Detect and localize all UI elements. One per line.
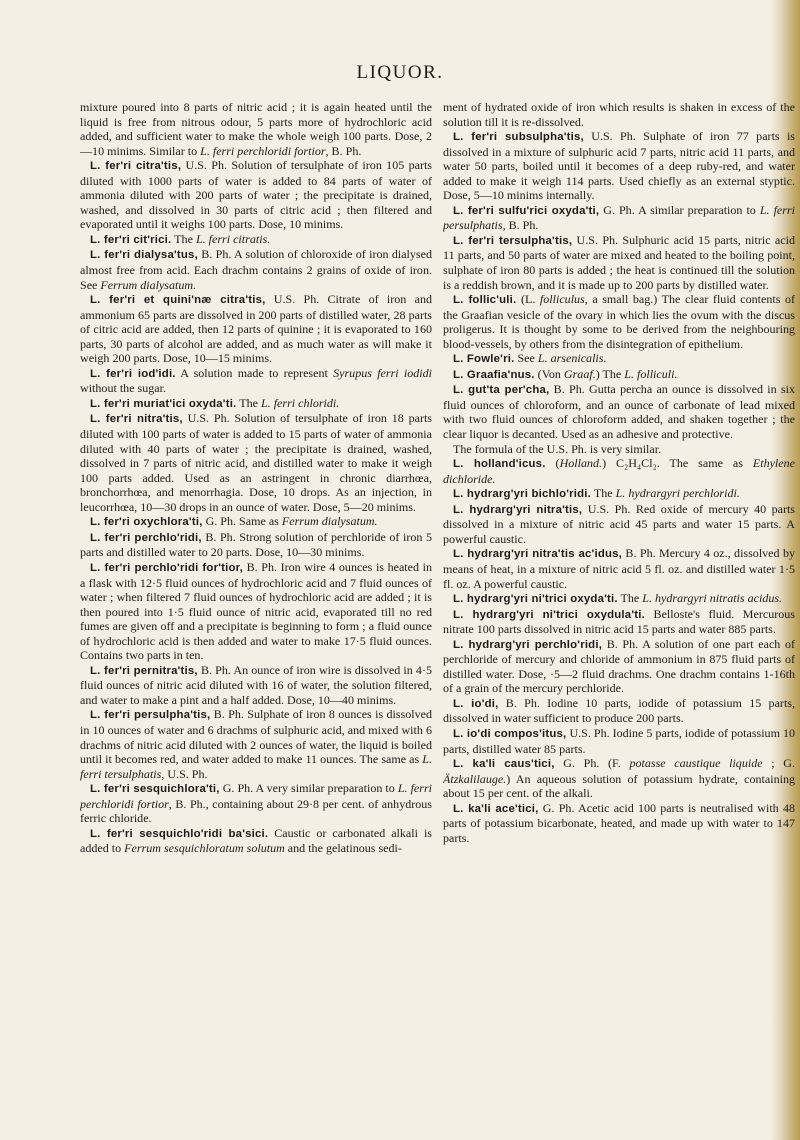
entry-headword: L. ka'li ace'tici,	[453, 802, 539, 815]
italic-reference: Ethylene dichloride.	[443, 456, 795, 486]
dictionary-entry	[443, 756, 795, 801]
dictionary-entry	[443, 367, 795, 383]
dictionary-entry	[443, 292, 795, 351]
entry-text: B. Ph. A solution of chloroxide of iron dialysed almost free from acid. Each drachm contains 2 grains of oxide of iron. See	[80, 247, 432, 292]
entry-headword: L. hydrarg'yri bichlo'ridi.	[453, 488, 592, 501]
entry-headword: L. fer'ri tersulpha'tis,	[453, 234, 573, 247]
paragraph	[80, 100, 432, 158]
dictionary-entry	[443, 203, 795, 233]
paragraph	[443, 442, 795, 457]
entry-headword: L. fer'ri cit'rici.	[90, 233, 172, 246]
entry-text: The	[171, 231, 196, 246]
entry-headword: L. fer'ri persulpha'tis,	[90, 709, 211, 722]
entry-text: B. Ph. Strong solution of perchloride of iron 5 parts and distilled water to 20 parts. Dose, 10—30 minims.	[80, 529, 432, 560]
dictionary-entry	[80, 396, 432, 412]
entry-text: G. Ph. A very similar preparation to	[219, 781, 398, 796]
entry-text: G. Ph. A similar preparation to	[599, 202, 760, 217]
entry-text: , B. Ph.	[502, 218, 539, 233]
entry-headword: L. io'di compos'itus,	[453, 727, 567, 740]
entry-text: Caustic or carbonated alkali is added to	[80, 825, 432, 856]
entry-text: B. Ph. Iodine 10 parts, iodide of potassium 15 parts, dissolved in water sufficient to produce 200 parts.	[443, 695, 795, 726]
entry-text: ) The	[595, 366, 625, 381]
dictionary-entry	[443, 233, 795, 292]
entry-headword: L. fer'ri citra'tis,	[90, 160, 182, 173]
italic-reference: L. ferri perchloridi fortior	[80, 781, 432, 811]
entry-headword: L. hydrarg'yri ni'trici oxydula'ti.	[453, 608, 645, 621]
entry-text: B. Ph. Mercury 4 oz., dissolved by means of heat, in a mixture of nitric acid 5 fl. oz. and distilled water 1·5 fl. oz. A powerful caustic.	[443, 546, 795, 591]
entry-headword: L. hydrarg'yri nitra'tis,	[453, 503, 583, 516]
entry-text: B. Ph. Sulphate of iron 8 ounces is dissolved in 10 ounces of water and 6 drachms of sulphuric acid, and mixed with 6 drachms of nitric acid diluted with 2 ounces of water, the liquid is boiled until it becomes red, and water added to make 11 ounces. The same as	[80, 707, 432, 767]
entry-headword: L. fer'ri perchlo'ridi for'tior,	[90, 561, 243, 574]
entry-text: without the sugar.	[80, 381, 166, 396]
entry-headword: L. fer'ri muriat'ici oxyda'ti.	[90, 397, 237, 410]
entry-text: The formula of the U.S. Ph. is very similar.	[453, 441, 662, 456]
entry-headword: L. ka'li caus'tici,	[453, 758, 555, 771]
entry-headword: L. fer'ri nitra'tis,	[90, 413, 183, 426]
italic-reference: L. ferri chloridi.	[260, 395, 340, 410]
dictionary-entry	[80, 663, 432, 708]
entry-text: (	[545, 456, 560, 471]
entry-headword: L. Fowle'ri.	[453, 353, 515, 366]
dictionary-entry	[80, 232, 432, 248]
entry-headword: L. hydrarg'yri perchlo'ridi,	[453, 638, 603, 651]
entry-text: , a small bag.) The clear fluid contents of the Graafian vesicle of the ovary in which lies the ovum with the discus proligerus. It is thought by some to be derived from the neighbouring blood-vessels, by others from the disintegration of epithelium.	[443, 292, 795, 351]
entry-text: The	[591, 486, 616, 501]
dictionary-entry	[80, 366, 432, 396]
entry-headword: L. gut'ta per'cha,	[453, 384, 550, 397]
entry-text: and the gelatinous sedi-	[284, 841, 402, 856]
dictionary-entry	[80, 826, 432, 856]
entry-text: ment of hydrated oxide of iron which results is shaken in excess of the solution till it is re-dissolved.	[443, 100, 795, 129]
entry-text: ; G.	[762, 756, 795, 771]
entry-text: B. Ph. Iron wire 4 ounces is heated in a flask with 12·5 fluid ounces of hydrochloric acid and 7 fluid ounces of water ; when filtered 7 fluid ounces of hydrochloric acid are added ; it is then poured into 1·5 fluid ounce of nitric acid, evaporated till no red fumes are given off and a precipitate is beginning to form ; a fluid ounce of hydrochloric acid is then added and water to make 17·5 fluid ounces. Contains two parts in ten.	[80, 559, 432, 663]
entry-text: The	[236, 395, 261, 410]
italic-reference: Ätzkalilauge.	[443, 771, 507, 786]
italic-reference: L. ferri citratis.	[195, 231, 271, 246]
entry-text: ) C₂H₄Cl₂. The same as	[602, 456, 753, 471]
left-column	[80, 100, 432, 1130]
entry-text: Belloste's fluid. Mercurous nitrate 100 parts dissolved in nitric acid 15 parts and water 885 parts.	[443, 606, 795, 637]
entry-text: B. Ph. An ounce of iron wire is dissolved in 4·5 fluid ounces of nitric acid diluted with 16 of water, the solution filtered, and water to make a pint and a half added. Dose, 10—40 minims.	[80, 662, 432, 707]
italic-reference: Ferrum sesquichloratum solutum	[124, 841, 285, 856]
dictionary-entry	[443, 502, 795, 547]
dictionary-entry	[443, 129, 795, 203]
entry-headword: L. fer'ri oxychlora'ti,	[90, 516, 203, 529]
paragraph	[443, 100, 795, 129]
italic-reference: Graaf.	[563, 366, 596, 381]
entry-text: U.S. Ph. Citrate of iron and ammonium 65 parts are dissolved in 200 parts of distilled water, 28 parts of citric acid are added, then 12 parts of quinine ; it is evaporated to 160 parts, 30 parts of alcohol are added, and as much water as will make it weigh 200 parts. Dose, 10—15 minims.	[80, 292, 432, 366]
entry-headword: L. Graafia'nus.	[453, 368, 535, 381]
italic-reference: Ferrum dialysatum.	[281, 514, 378, 529]
entry-headword: L. fer'ri sesquichlora'ti,	[90, 783, 220, 796]
entry-text: , U.S. Ph.	[161, 766, 208, 781]
entry-headword: L. fer'ri pernitra'tis,	[90, 664, 198, 677]
italic-reference: potasse caustique liquide	[629, 756, 763, 771]
italic-reference: L. hydrargyri perchloridi.	[615, 486, 740, 501]
entry-headword: L. fer'ri iod'idi.	[90, 367, 176, 380]
italic-reference: Holland.	[559, 456, 603, 471]
entry-text: U.S. Ph. Solution of tersulphate of iron 105 parts diluted with 1000 parts of water is added to 84 parts of water of ammonia diluted with 200 parts of water ; the precipitate is drained, washed, and dissolved in 30 parts of citric acid ; then filtered and evaporated until it weighs 100 parts. Dose, 10 minims.	[80, 158, 432, 232]
entry-text: ) An aqueous solution of potassium hydrate, containing about 15 per cent. of the alkali.	[443, 771, 795, 801]
dictionary-entry	[443, 382, 795, 441]
entry-headword: L. fer'ri subsulpha'tis,	[453, 131, 584, 144]
entry-text: B. Ph. Gutta percha an ounce is dissolved in six fluid ounces of chloroform, and an ounce of carbonate of lead mixed with two fluid ounces of chloroform added, and shaken together ; the clear liquor is decanted. Used as an adhesive and protective.	[443, 382, 795, 442]
dictionary-entry	[443, 456, 795, 486]
dictionary-entry	[443, 801, 795, 846]
entry-text: The	[617, 591, 643, 606]
dictionary-entry	[80, 247, 432, 292]
entry-headword: L. hydrarg'yri nitra'tis ac'idus,	[453, 548, 623, 561]
entry-text: See	[514, 351, 538, 366]
dictionary-entry	[80, 158, 432, 232]
entry-text: G. Ph. (F.	[554, 756, 630, 771]
entry-headword: L. fer'ri et quini'næ citra'tis,	[90, 294, 266, 307]
entry-headword: L. fer'ri sulfu'rici oxyda'ti,	[453, 204, 600, 217]
entry-headword: L. hydrarg'yri ni'trici oxyda'ti.	[453, 593, 618, 606]
italic-reference: L. ferri tersulphatis	[80, 752, 432, 781]
dictionary-entry	[443, 546, 795, 591]
right-column	[443, 100, 795, 1130]
dictionary-entry	[443, 696, 795, 726]
italic-reference: L. arsenicalis.	[537, 351, 607, 366]
entry-text: B. Ph. A solution of one part each of perchloride of mercury and chloride of ammonium in 875 fluid parts of distilled water. Dose, ·5—2 fluid drachms. One drachm contains 1-16th of a grain of the mercury perchloride.	[443, 636, 795, 696]
dictionary-entry	[80, 411, 432, 514]
dictionary-entry	[80, 530, 432, 560]
dictionary-entry	[443, 591, 795, 607]
italic-reference: L. ferri persulphatis	[443, 202, 795, 233]
entry-text: mixture poured into 8 parts of nitric acid ; it is again heated until the liquid is free from nitrous odour, 5 parts more of hydrochloric acid added, and sufficient water to make the whole weigh 100 parts. Dose, 2—10 minims. Similar to	[80, 100, 432, 158]
italic-reference: L. ferri perchloridi fortior	[200, 143, 326, 158]
dictionary-entry	[443, 637, 795, 696]
entry-text: G. Ph. Same as	[202, 514, 282, 529]
entry-headword: L. follic'uli.	[453, 294, 517, 307]
entry-text: U.S. Ph. Solution of tersulphate of iron 18 parts diluted with 100 parts of water is added to 15 parts of water of ammonia diluted with 40 parts of water ; the precipitate is drained, washed, dissolved in 7 parts of nitric acid, and distilled water to make it weigh 100 parts added. Used as an astringent in chronic diarrhœa, bronchorrhœa, and menorrhagia. Dose, 10 drops. As an injection, in leucorrhœa, 10—30 drops in an ounce of water. Dose, 5—20 minims.	[80, 411, 432, 514]
italic-reference: folliculus	[539, 292, 585, 307]
entry-headword: L. fer'ri dialysa'tus,	[90, 249, 198, 262]
entry-headword: L. fer'ri sesquichlo'ridi ba'sici.	[90, 827, 269, 840]
entry-text: A solution made to represent	[175, 365, 334, 380]
entry-text: U.S. Ph. Sulphate of iron 77 parts is dissolved in a mixture of sulphuric acid 7 parts, nitric acid 11 parts, and water 50 parts, boiled until it becomes of a deep ruby-red, and water added to make it weigh 114 parts. Used chiefly as an external styptic. Dose, 5—10 minims internally.	[443, 129, 795, 203]
italic-reference: Ferrum dialysatum.	[100, 277, 197, 292]
italic-reference: L. hydrargyri nitratis acidus.	[642, 591, 783, 606]
entry-text: U.S. Ph. Iodine 5 parts, iodide of potassium 10 parts, distilled water 85 parts.	[443, 725, 795, 756]
dictionary-entry	[80, 707, 432, 781]
page-header: LIQUOR.	[356, 62, 444, 83]
italic-reference: Syrupus ferri iodidi	[333, 365, 432, 380]
dictionary-entry	[443, 351, 795, 367]
dictionary-entry	[443, 726, 795, 756]
dictionary-entry	[443, 607, 795, 637]
dictionary-entry	[80, 781, 432, 826]
entry-text: (Von	[534, 366, 564, 381]
entry-headword: L. holland'icus.	[453, 458, 546, 471]
entry-text: G. Ph. Acetic acid 100 parts is neutralised with 48 parts of potassium bicarbonate, heated, and made up with water to 147 parts.	[443, 800, 795, 845]
entry-text: U.S. Ph. Red oxide of mercury 40 parts dissolved in a mixture of nitric acid 45 parts and water 15 parts. A powerful caustic.	[443, 501, 795, 546]
dictionary-entry	[443, 486, 795, 502]
entry-text: U.S. Ph. Sulphuric acid 15 parts, nitric acid 11 parts, and 50 parts of water are mixed and heated to the boiling point, sulphate of iron 80 parts is added ; the heat is continued till the solution is a reddish brown, and it is made up to 200 parts by distilled water.	[443, 232, 795, 292]
dictionary-entry	[80, 292, 432, 366]
entry-headword: L. io'di,	[453, 697, 499, 710]
entry-text: (L.	[516, 292, 540, 307]
entry-text: , B. Ph.	[325, 143, 362, 158]
italic-reference: L. folliculi.	[624, 366, 678, 381]
dictionary-entry	[80, 560, 432, 663]
entry-headword: L. fer'ri perchlo'ridi,	[90, 531, 202, 544]
dictionary-entry	[80, 514, 432, 530]
entry-text: , B. Ph., containing about 29·8 per cent. of anhydrous ferric chloride.	[80, 796, 432, 826]
